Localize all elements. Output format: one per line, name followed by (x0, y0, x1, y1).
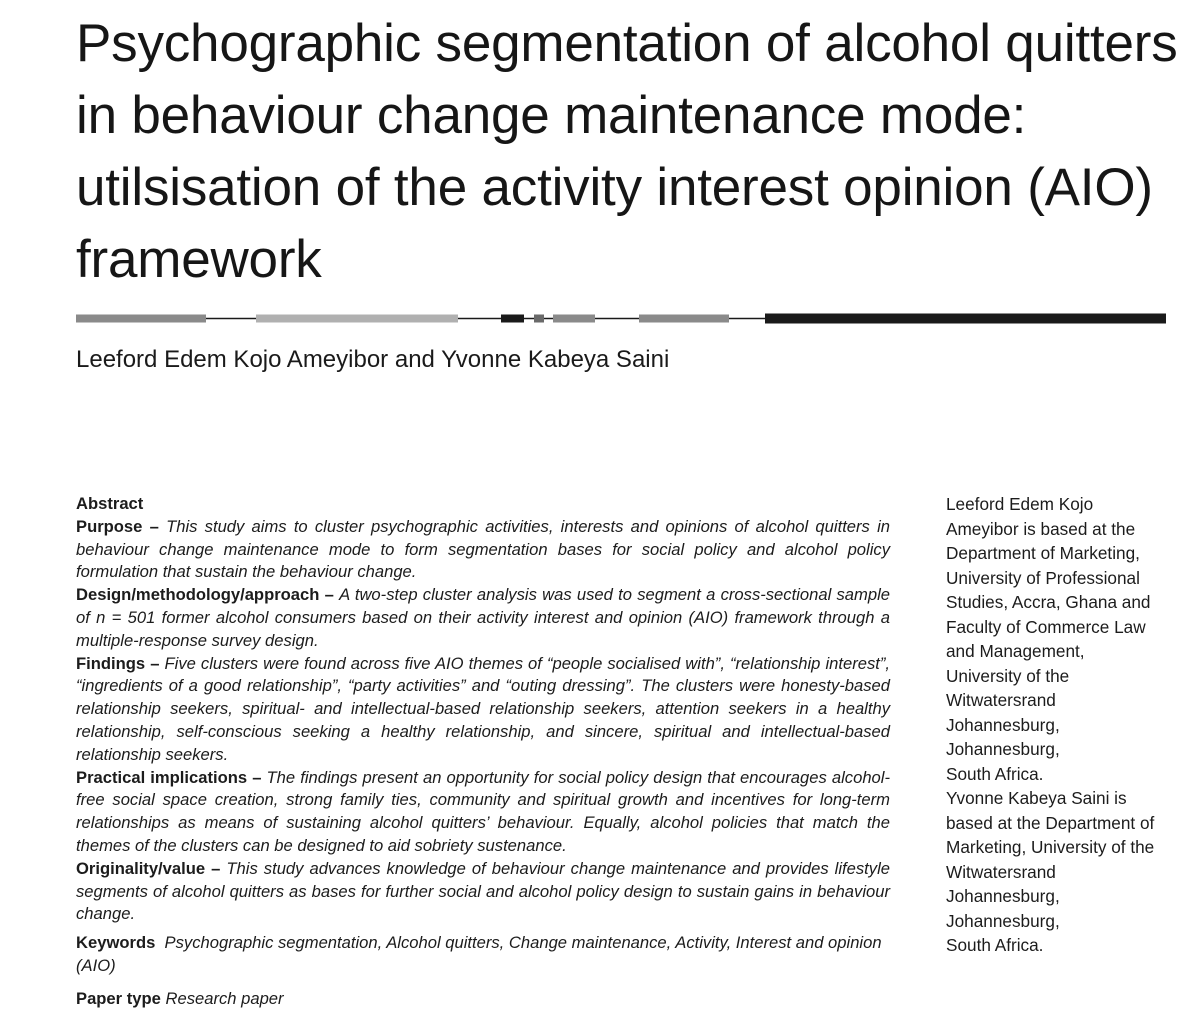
author-affiliations (946, 492, 1186, 958)
decorative-title-rule (76, 313, 1166, 324)
abstract-section-implications: Practical implications – The findings present an opportunity for social policy design that encourages alcohol-free social space creation, strong family ties, community and spiritual growth and incentives for long-term relationships as means of sustaining alcohol quitters’ behaviour. Equally, alcohol policies that match the themes of the clusters can be designed to aid sobriety sustenance. (76, 767, 890, 855)
abstract-section-design: Design/methodology/approach – A two-step cluster analysis was used to segment a cross-sectional sample of n = 501 former alcohol consumers based on their activity interest and opinion (AIO) framework through a multiple-response survey design. (76, 585, 890, 650)
section-text: This study aims to cluster psychographic activities, interests and opinions of alcohol quitters in behaviour change maintenance mode to form segmentation bases for social policy and alcohol policy formulation that sustain the behaviour change. (76, 516, 890, 582)
author-line: Leeford Edem Kojo Ameyibor and Yvonne Kabeya Saini (76, 346, 670, 373)
paper-type-label: Paper type (76, 988, 161, 1008)
section-label: Design/methodology/approach (76, 585, 320, 605)
affiliation-line: University of the (946, 665, 1070, 686)
abstract-section-purpose: Purpose – This study aims to cluster psychographic activities, interests and opinions of alcohol quitters in behaviour change maintenance mode to form segmentation bases for social policy and alcohol policy formulation that sustain the behaviour change. (76, 516, 890, 582)
keywords-line (76, 932, 890, 978)
section-text: The findings present an opportunity for social policy design that encourages alcohol-free social space creation, strong family ties, community and spiritual growth and incentives for long-term relationships as means of sustaining alcohol quitters’ behaviour. Equally, alcohol policies that match the themes of the clusters can be designed to aid sobriety sustenance. (76, 767, 890, 855)
affiliation-line: Department of Marketing, (946, 543, 1140, 563)
affiliation-line: Johannesburg, (946, 714, 1060, 735)
section-label: Findings (76, 653, 146, 673)
abstract-section-originality: Originality/value – This study advances knowledge of behaviour change maintenance and provides lifestyle segments of alcohol quitters as bases for further social and alcohol policy design to sustain gains in behaviour change. (76, 858, 890, 924)
affiliation-line: Faculty of Commerce Law (946, 616, 1146, 637)
affiliation-line: University of Professional (946, 567, 1140, 588)
affiliation-line: Studies, Accra, Ghana and (946, 592, 1151, 612)
paper-type-line (76, 988, 890, 1011)
affiliation-line: Ameyibor is based at the (946, 518, 1136, 539)
abstract-block (76, 493, 890, 1011)
section-label: Practical implications (76, 767, 248, 787)
section-text: Five clusters were found across five AIO themes of “people socialised with”, “relationship interest”, “ingredients of a good relationship”, “party activities” and “outing dressing”. The clusters were honesty-based relationship seekers, spiritual- and intellectual-based relationship seekers, attention seekers in a healthy relationship, self-conscious seeking a healthy relationship, and sincere, spiritual and intellectual-based relationship seekers. (76, 653, 890, 764)
section-text: A two-step cluster analysis was used to segment a cross-sectional sample of n = 501 former alcohol consumers based on their activity interest and opinion (AIO) framework through a multiple-response survey design. (76, 585, 890, 650)
paper-type-text: Research paper (165, 988, 284, 1008)
keywords-label: Keywords (76, 933, 156, 953)
affiliation-line: based at the Department of (946, 812, 1155, 833)
affiliation-line: Johannesburg, (946, 886, 1060, 906)
affiliation-line: Leeford Edem Kojo (946, 494, 1094, 514)
abstract-section-findings: Findings – Five clusters were found across five AIO themes of “people socialised with”, “relationship interest”, “ingredients of a good relationship”, “party activities” and “outing dressing”. The clusters were honesty-based relationship seekers, spiritual- and intellectual-based relationship seekers, attention seekers in a healthy relationship, self-conscious seeking a healthy relationship, and sincere, spiritual and intellectual-based relationship seekers. (76, 653, 890, 764)
affiliation-line: Johannesburg, (946, 910, 1060, 931)
section-label: Purpose (76, 516, 143, 536)
affiliation-line: Witwatersrand (946, 690, 1056, 710)
section-label: Originality/value (76, 858, 206, 878)
affiliation-line: Marketing, University of the (946, 837, 1155, 857)
keywords-text: Psychographic segmentation, Alcohol quitters, Change maintenance, Activity, Interest and opinion (AIO) (76, 933, 882, 975)
affiliation-line: and Management, (946, 641, 1085, 661)
affiliation-line: South Africa. (946, 763, 1044, 784)
affiliation-line: Johannesburg, (946, 739, 1060, 759)
affiliation-line: Witwatersrand (946, 861, 1056, 882)
affiliation-line: Yvonne Kabeya Saini is (946, 788, 1127, 808)
paper-title: Psychographic segmentation of alcohol quitters in behaviour change maintenance mode: utilsisation of the activity interest opinion (AIO) framework (76, 14, 1178, 289)
affiliation-line: South Africa. (946, 935, 1044, 955)
section-text: This study advances knowledge of behaviour change maintenance and provides lifestyle segments of alcohol quitters as bases for further social and alcohol policy design to sustain gains in behaviour change. (76, 858, 890, 924)
abstract-heading: Abstract (76, 494, 144, 513)
